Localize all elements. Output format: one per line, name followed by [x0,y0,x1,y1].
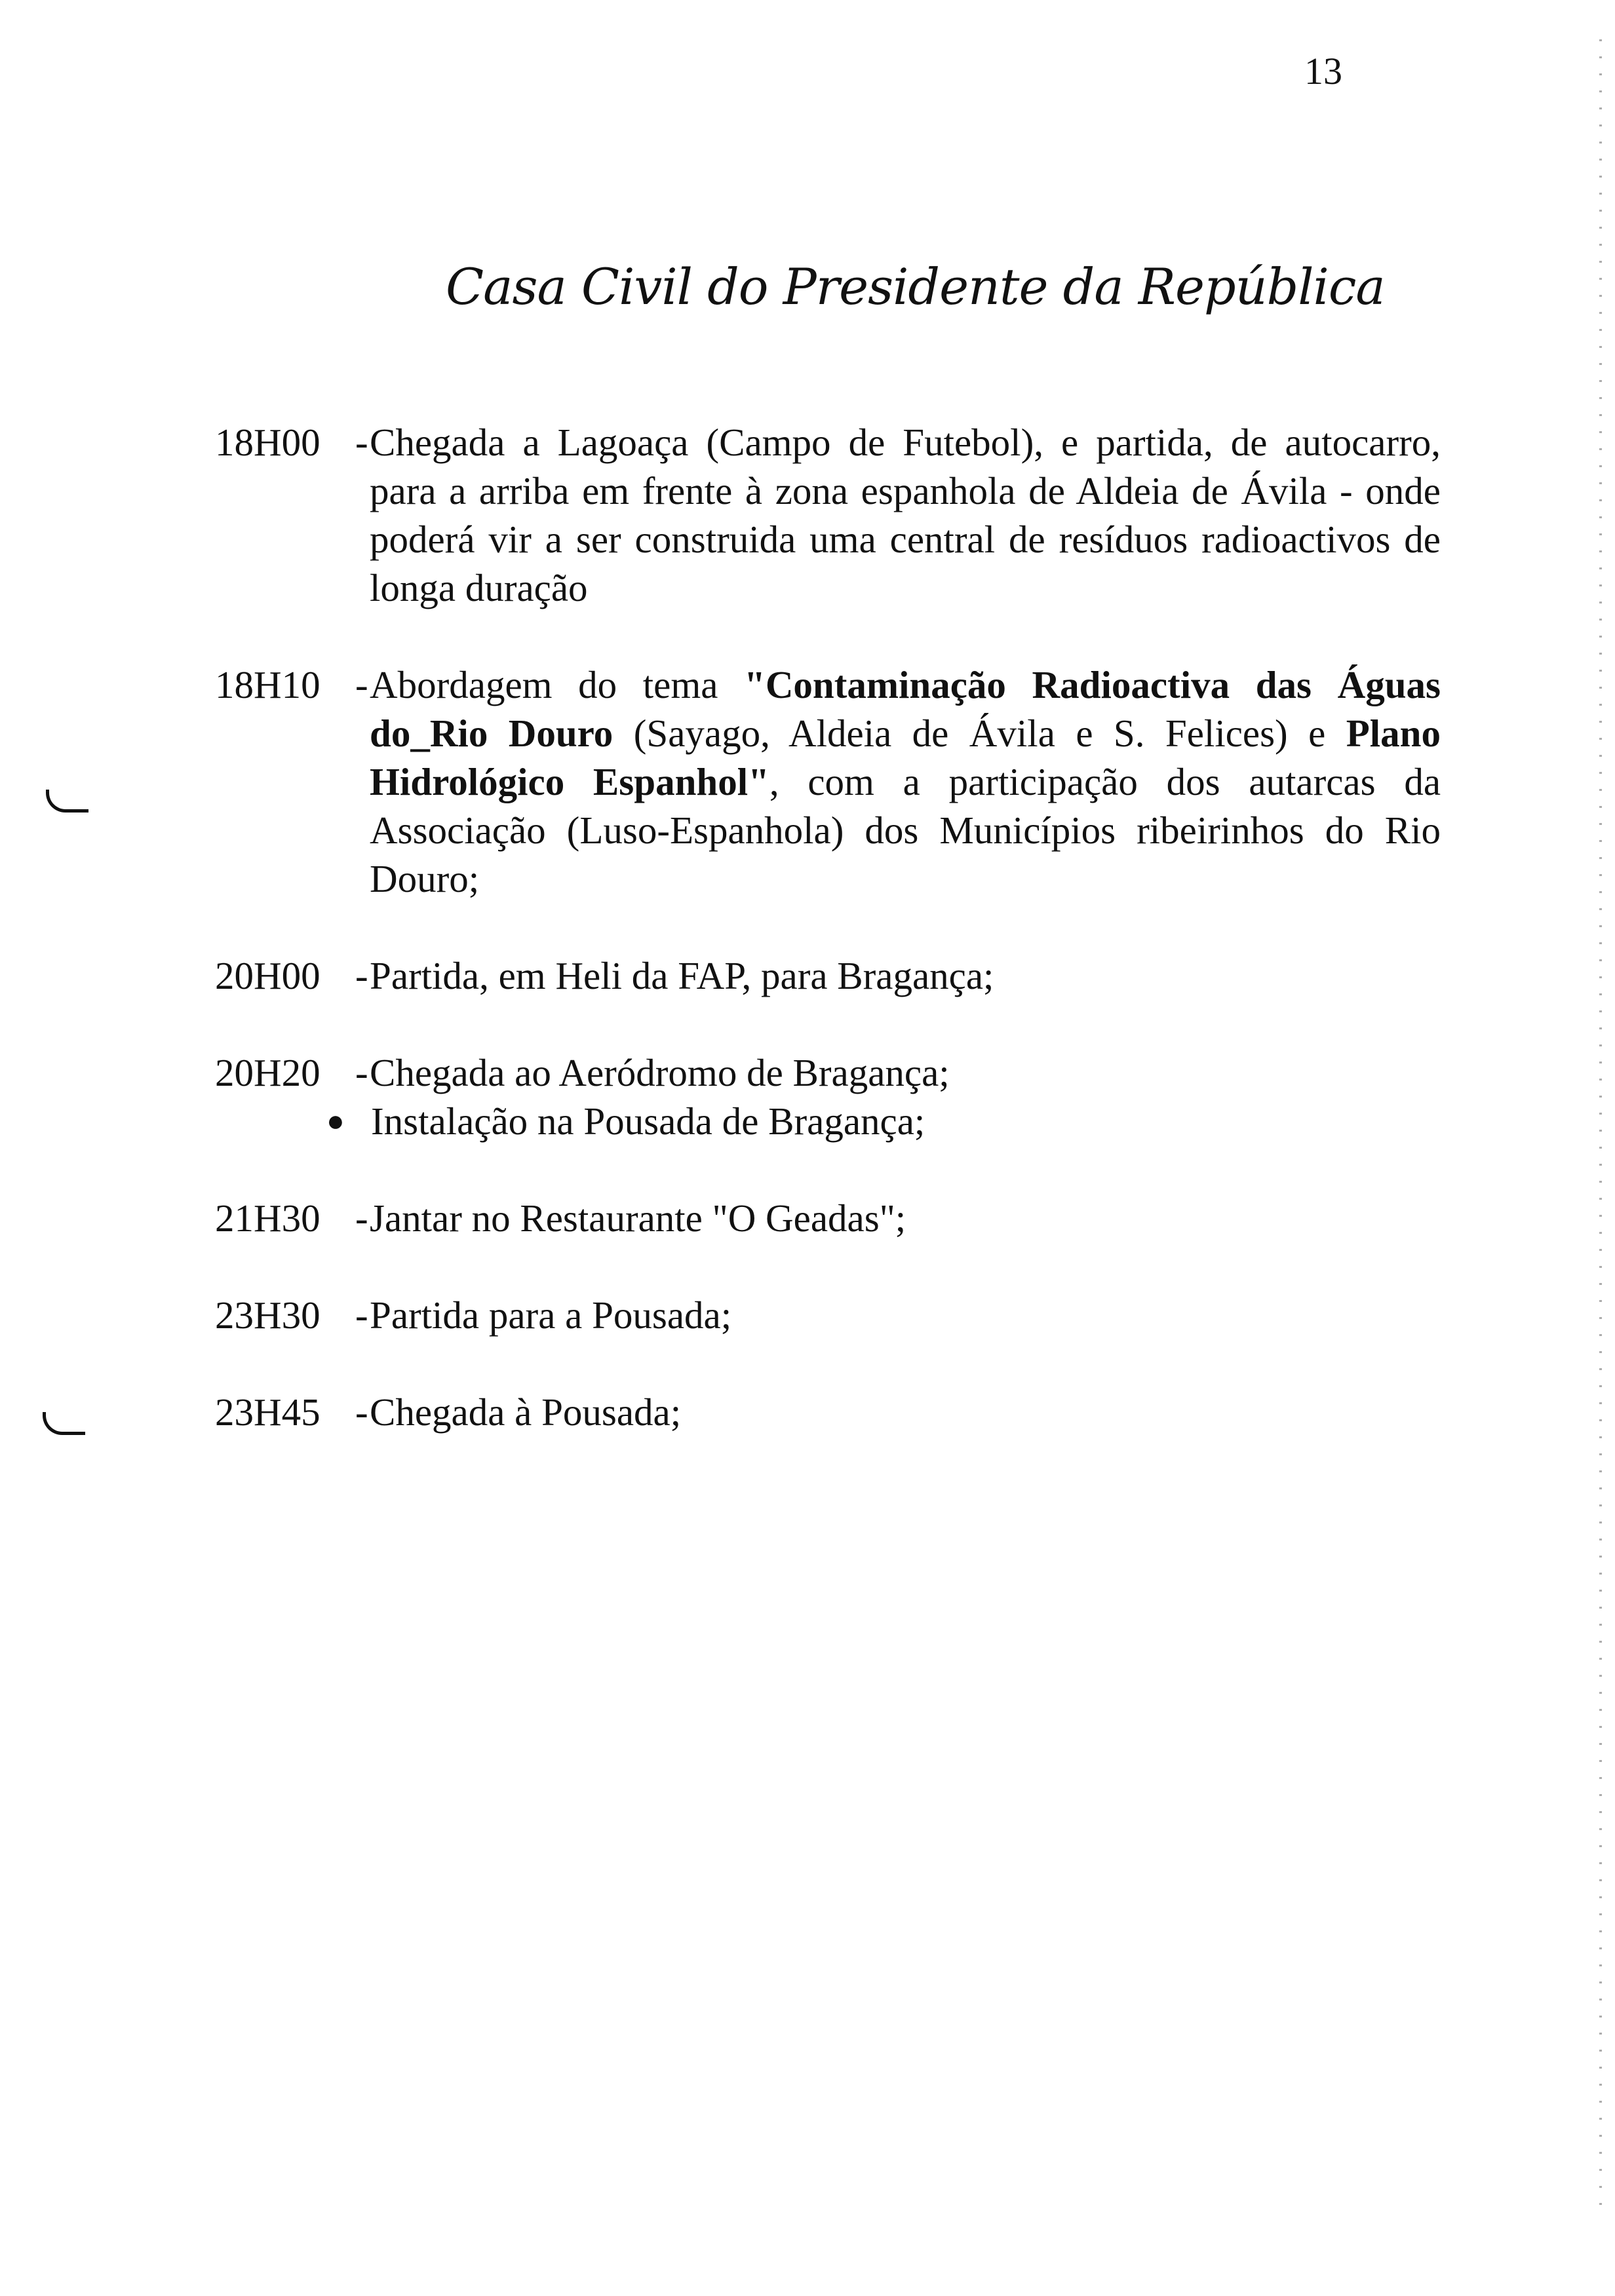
entry-text: Chegada ao Aeródromo de Bragança; [370,1051,950,1094]
entry-text-part: , com a participação dos autarcas da Associação (Luso-Espanhola) dos Municípios ribeirinhos do Rio Douro; [370,760,1441,900]
page-number: 13 [1304,50,1342,92]
schedule-entry: 21H30 - Jantar no Restaurante "O Geadas"; [215,1194,1441,1242]
entry-time: 23H45 [215,1390,321,1434]
entry-time: 21H30 [215,1196,321,1240]
scan-edge-marks [1599,39,1602,2215]
schedule-entry: 18H00 - Chegada a Lagoaça (Campo de Futebol), e partida, de autocarro, para a arriba em frente à zona espanhola de Aldeia de Ávila - onde poderá vir a ser construida uma central de resíduos radioactivos de longa duração [215,418,1441,612]
entry-time: 23H30 [215,1293,321,1337]
entry-text: Partida, em Heli da FAP, para Bragança; [370,954,994,997]
entry-bullet-line [326,1097,1441,1145]
entry-time: 20H20 [215,1051,321,1094]
schedule-entry: 20H00 - Partida, em Heli da FAP, para Bragança; [215,951,1441,1000]
entry-text: Jantar no Restaurante "O Geadas"; [370,1196,906,1240]
entry-text [370,660,1441,903]
entry-text-bold: Plano Hidrológico Espanhol" [370,712,1441,803]
entry-text: Chegada a Lagoaça (Campo de Futebol), e partida, de autocarro, para a arriba em frente à zona espanhola de Aldeia de Ávila - onde poderá vir a ser construida uma central de resíduos radioactivos de longa duração [370,421,1441,609]
schedule-entry: 23H30 - Partida para a Pousada; [215,1291,1441,1339]
entry-text-bold: "Contaminação Radioactiva das Águas do_Rio Douro [370,663,1441,755]
margin-check-mark [43,1412,85,1435]
bullet-icon: ● [326,1104,345,1138]
schedule-entry: 20H20 - Chegada ao Aeródromo de Bragança; [215,1048,1441,1097]
entry-text: Chegada à Pousada; [370,1390,682,1434]
entry-time: 20H00 [215,954,321,997]
schedule [215,418,1441,1436]
entry-text-part: (Sayago, Aldeia de Ávila e S. Felices) e [613,712,1346,755]
entry-text-part: Abordagem do tema [370,663,745,706]
entry-time: 18H00 [215,421,321,464]
margin-check-mark [46,790,88,813]
entry-bullet-text: Instalação na Pousada de Bragança; [371,1100,925,1143]
letterhead-title: Casa Civil do Presidente da República [446,258,1385,316]
entry-text: Partida para a Pousada; [370,1293,732,1337]
schedule-entry: 23H45 - Chegada à Pousada; [215,1388,1441,1436]
schedule-entry: 18H10 - Abordagem do tema "Contaminação Radioactiva das Águas do_Rio Douro (Sayago, Aldeia de Ávila e S. Felices) e Plano Hidrológico Espanhol", com a participação dos autarcas da Associação (Luso-Espanhola) dos Municípios ribeirinhos do Rio Douro; [215,660,1441,903]
entry-time: 18H10 [215,663,321,706]
